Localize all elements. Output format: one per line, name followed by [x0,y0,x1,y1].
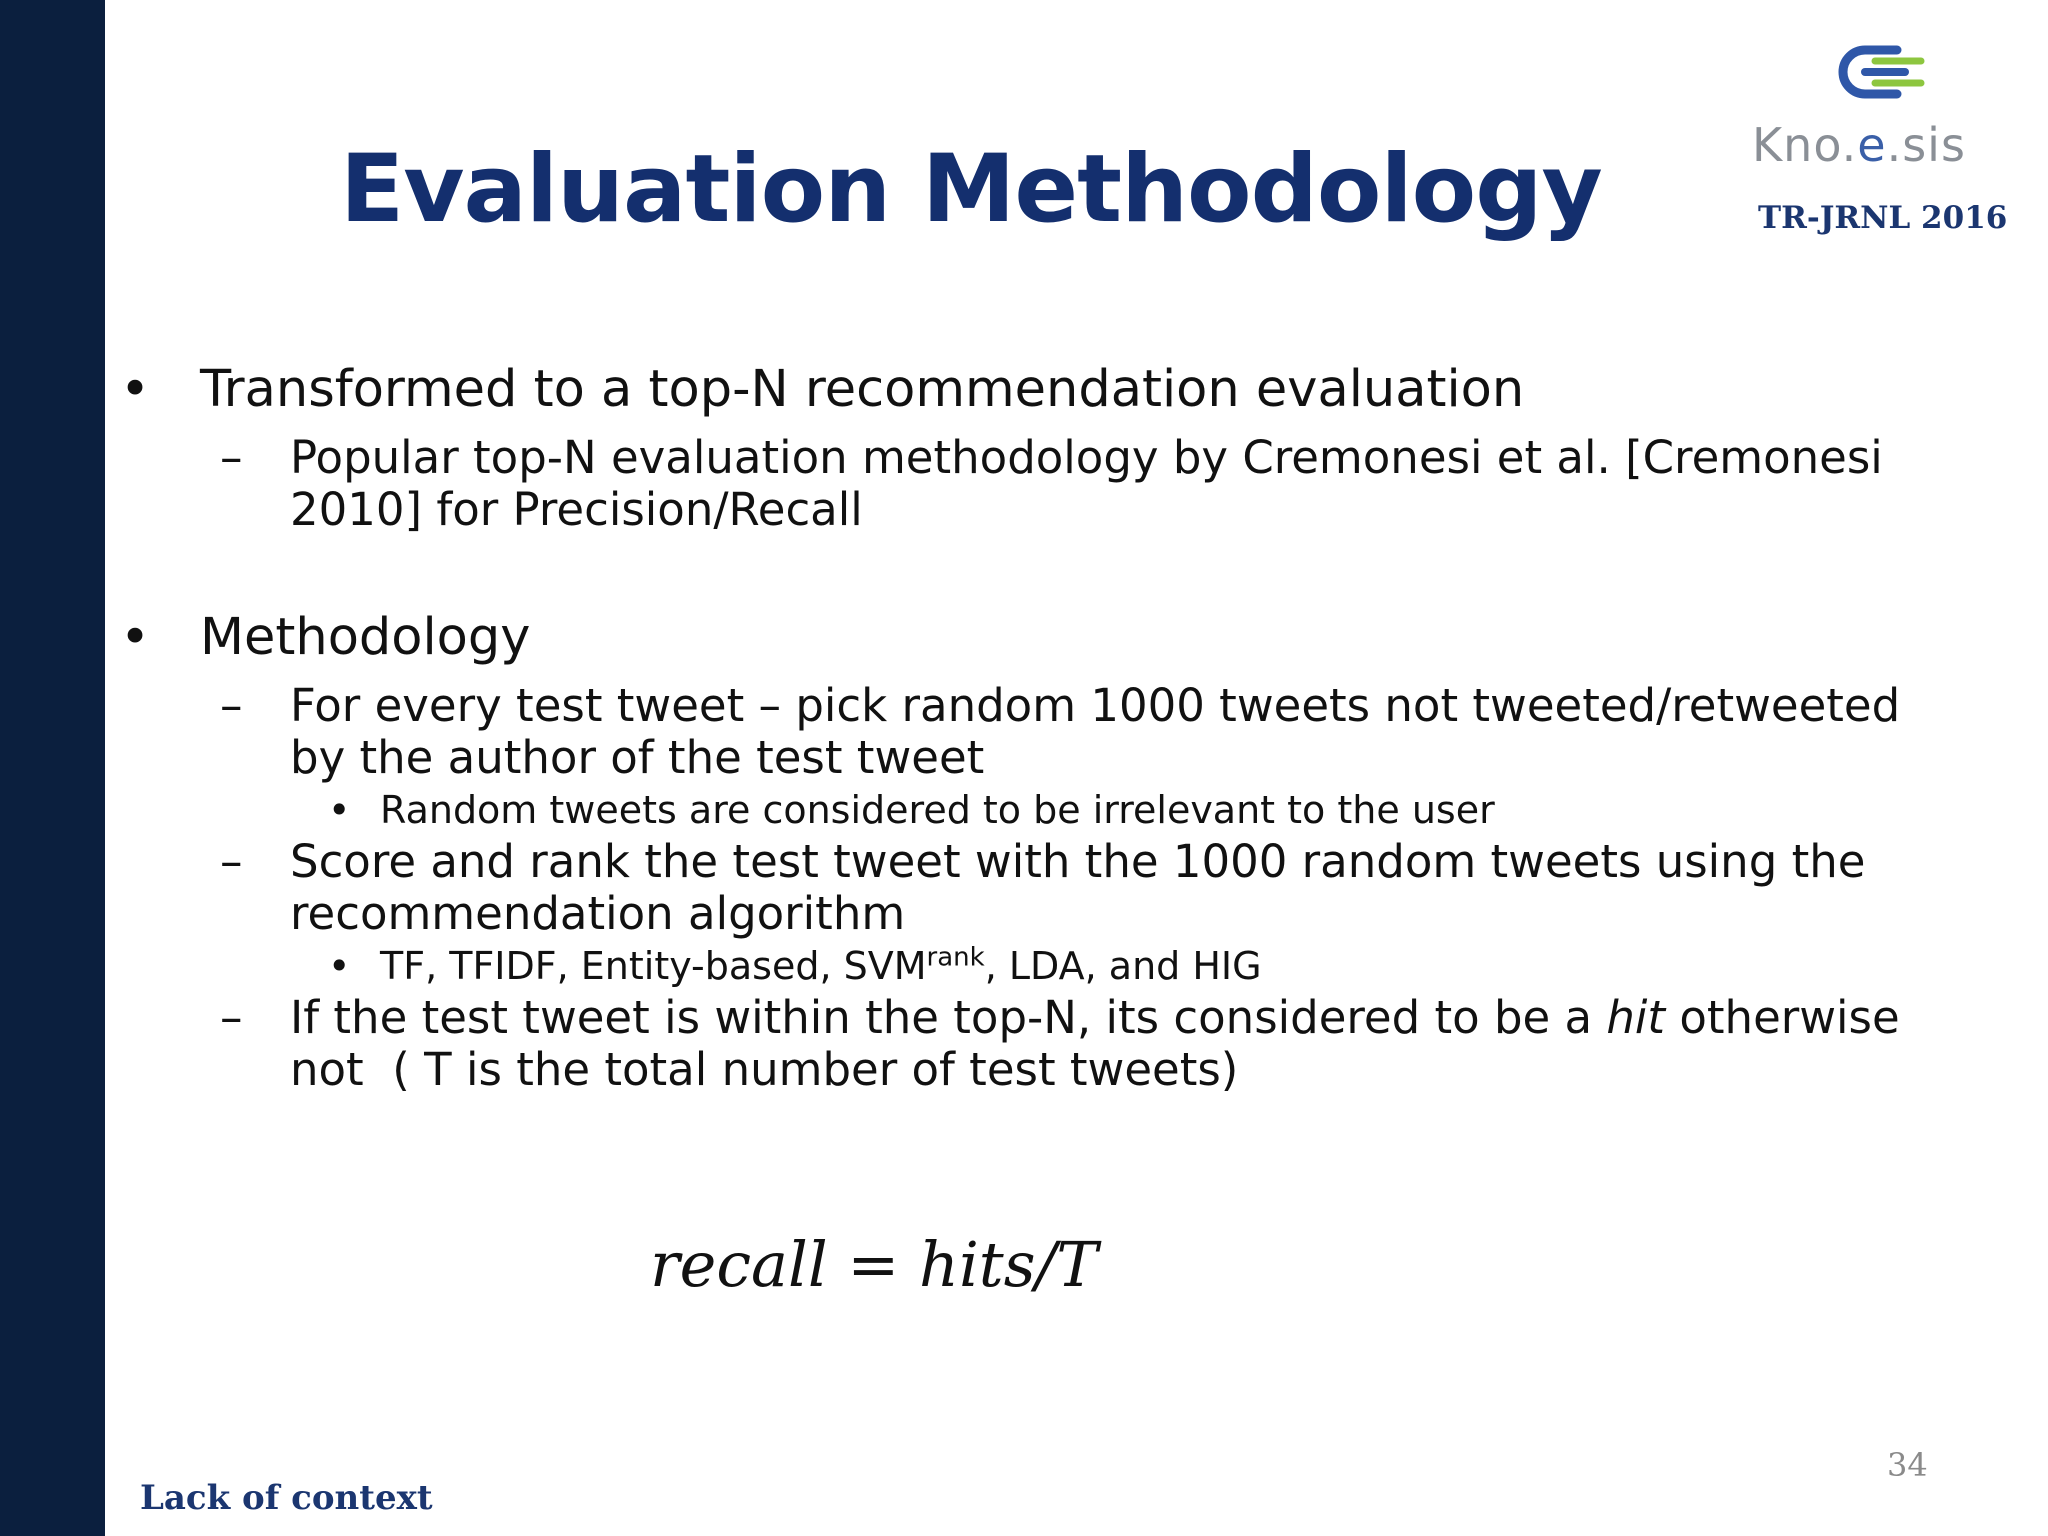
bullet-marker: • [120,608,151,667]
bullet-item [120,360,1920,420]
sub-bullet-line: recommendation algorithm [290,887,906,940]
sub-sub-bullet-line: Random tweets are considered to be irrelevant to the user [380,788,1495,832]
hit-line-start: If the test tweet is within the top-N, its considered to be a [290,991,1607,1044]
bullet-text: Transformed to a top-N recommendation evaluation [200,360,1525,419]
knoesis-logo-icon [1835,42,1925,102]
sub-sub-bullet-line [380,940,1920,992]
sub-sub-bullet-item [120,940,1920,992]
slide-body [120,360,1920,1096]
sub-bullet-line: Popular top-N evaluation methodology by Cremonesi et al. [Cremonesi [290,431,1883,484]
rank-superscript: rank [926,942,985,973]
dash-marker: – [220,835,243,888]
hit-line-end: otherwise [1665,991,1900,1044]
bullet-marker: • [328,944,351,988]
sub-bullet-item [120,680,1920,784]
sub-bullet-item [120,992,1920,1096]
slide-title: Evaluation Methodology [340,135,1602,244]
sub-bullet-line: For every test tweet – pick random 1000 tweets not tweeted/retweeted [290,679,1901,732]
sub-bullet-item [120,836,1920,940]
bullet-marker: • [120,360,151,419]
logo-text-right: .sis [1886,118,1966,172]
sub-bullet-line: 2010] for Precision/Recall [290,483,863,536]
dash-marker: – [220,679,243,732]
algorithms-text: TF, TFIDF, Entity-based, SVM [380,944,927,988]
recall-formula: recall = hits/T [650,1228,1098,1301]
logo-text-left: Kno. [1752,118,1858,172]
slide-sidebar-bar [0,0,105,1536]
hit-term: hit [1606,991,1666,1044]
bullet-text: Methodology [200,608,531,667]
sub-bullet-line: by the author of the test tweet [290,731,985,784]
logo-tagline: TR-JRNL 2016 [1758,200,2008,236]
knoesis-logo-wordmark [1752,118,2017,172]
sub-bullet-line: not ( T is the total number of test tweets) [290,1043,1239,1096]
sub-bullet-line [290,992,1920,1044]
sub-sub-bullet-item [120,784,1920,836]
bullet-item [120,608,1920,668]
dash-marker: – [220,991,243,1044]
dash-marker: – [220,431,243,484]
logo-text-e: e [1857,118,1887,172]
footer-label: Lack of context [140,1478,433,1518]
sub-bullet-line: Score and rank the test tweet with the 1000 random tweets using the [290,835,1866,888]
page-number: 34 [1887,1446,1928,1484]
bullet-marker: • [328,788,351,832]
sub-bullet-item [120,432,1920,536]
algorithms-text-end: , LDA, and HIG [984,944,1262,988]
